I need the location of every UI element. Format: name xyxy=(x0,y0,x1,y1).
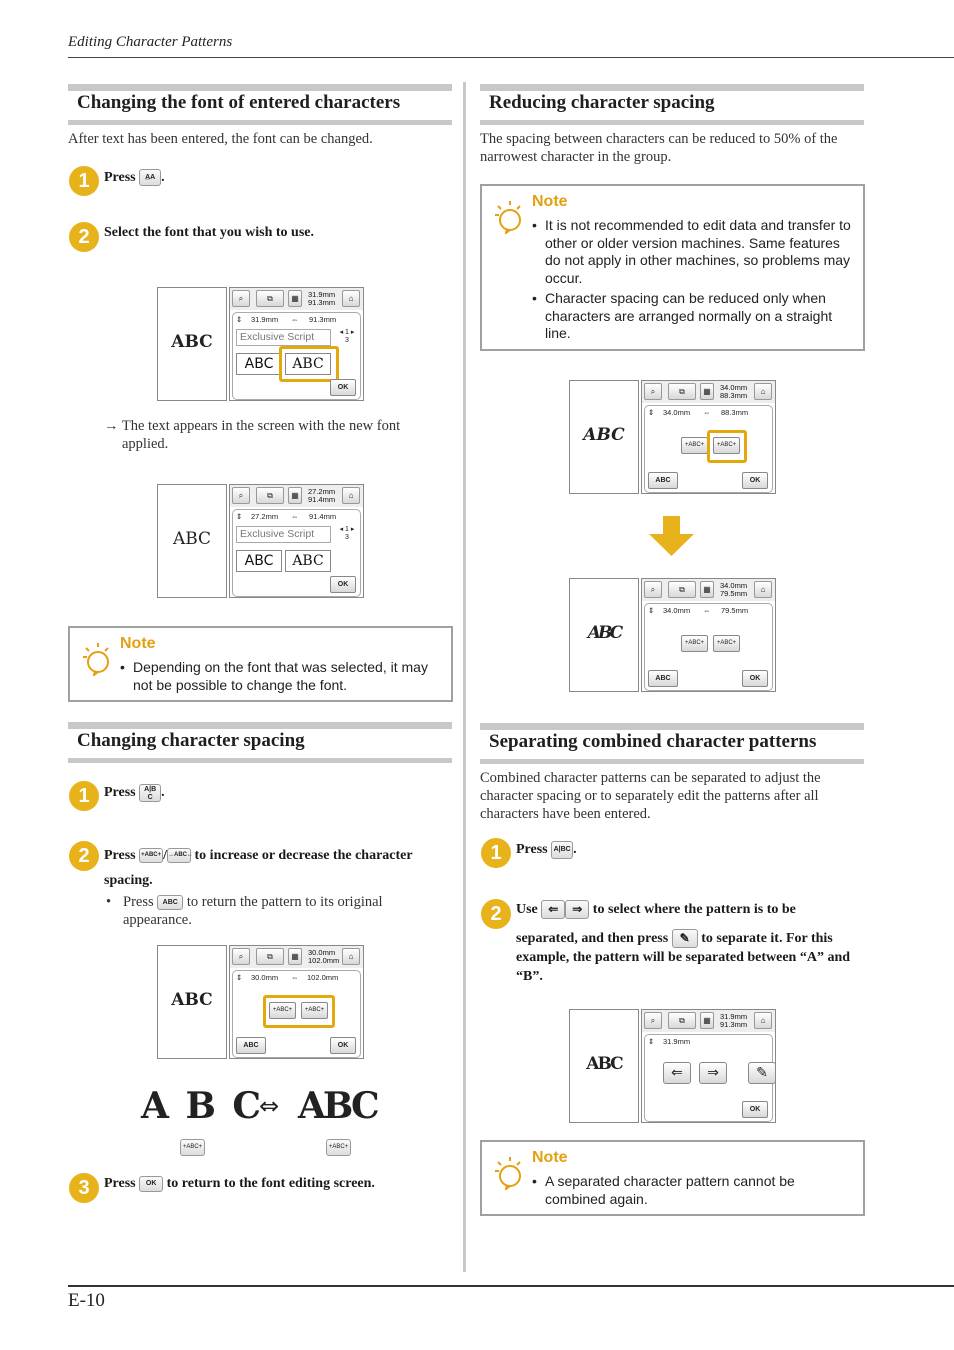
lcd-font-screen-1 xyxy=(157,287,364,401)
lcd-reduce-screen-1 xyxy=(569,380,776,494)
ok-button-icon: OK xyxy=(139,1176,163,1192)
pattern-icon[interactable]: ⧉ xyxy=(256,290,284,307)
step-instruction: Press OK to return to the font editing screen. xyxy=(104,1176,375,1191)
edit-panel: ⌕ ⧉ ▦ 30.0mm 102.0mm ⌂ ⇕ 30.0mm ⇔ 102.0mm +ABC+ +ABC+ ABC OK xyxy=(229,945,364,1059)
height-icon: ⇕ xyxy=(236,973,243,982)
section-title: Separating combined character patterns xyxy=(489,731,817,752)
abc-button[interactable]: ABC xyxy=(648,670,678,687)
step-instruction: Select the font that you wish to use. xyxy=(104,225,314,240)
zoom-icon[interactable]: ⌕ xyxy=(644,581,662,598)
page-indicator[interactable]: ◂ 1 ▸ 3 xyxy=(339,526,355,541)
font-intro: After text has been entered, the font can be changed. xyxy=(68,131,373,147)
grid-icon[interactable]: ▦ xyxy=(288,948,302,965)
lcd-separate-screen xyxy=(569,1009,776,1123)
lightbulb-icon xyxy=(494,200,522,234)
result-text: → The text appears in the screen with the new font applied. xyxy=(104,418,401,452)
height-icon: ⇕ xyxy=(236,315,243,324)
edit-panel: ⌕ ⧉ ▦ 31.9mm 91.3mm ⌂ ⇕ 31.9mm ⇐ ⇒ ✎ OK xyxy=(641,1009,776,1123)
section-heading-reduce xyxy=(480,84,864,125)
section-title: Changing the font of entered characters xyxy=(77,92,401,113)
cut-button[interactable]: ✎ xyxy=(748,1062,776,1084)
lightbulb-icon xyxy=(82,642,110,676)
note-item: • Character spacing can be reduced only when characters are arranged normally on a straight line. xyxy=(532,290,857,343)
pattern-preview: ABC xyxy=(157,945,227,1059)
height-icon: ⇕ xyxy=(236,512,243,521)
dimension-readout: 34.0mm 88.3mm xyxy=(720,383,748,400)
note-title: Note xyxy=(120,635,156,652)
lcd-reduce-screen-2 xyxy=(569,578,776,692)
step-number: 2 xyxy=(69,222,99,252)
ok-button[interactable]: OK xyxy=(330,576,356,593)
ok-button[interactable]: OK xyxy=(742,472,768,489)
decrease-spacing-button[interactable]: +ABC+ xyxy=(301,1002,328,1019)
note-list xyxy=(532,217,857,346)
spaced-abc-illustration: A B C xyxy=(141,1085,264,1127)
edit-panel: ⌕ ⧉ ▦ 34.0mm 88.3mm ⌂ ⇕ 34.0mm ⇔ 88.3mm +ABC+ +ABC+ ABC OK xyxy=(641,380,776,494)
pattern-preview: ABC xyxy=(157,287,227,401)
step-instruction: Press A̲A . xyxy=(104,170,165,185)
pattern-preview: ABC xyxy=(569,380,639,494)
tight-abc-illustration: ABC xyxy=(298,1085,377,1127)
edit-panel: ⌕ ⧉ ▦ 27.2mm 91.4mm ⌂ ⇕ 27.2mm ⇔ 91.4mm Exclusive Script ◂ 1 ▸ 3 ABC ABC OK xyxy=(229,484,364,598)
font-option-serif[interactable]: ABC xyxy=(285,550,331,572)
decrease-spacing-icon: →ABC← xyxy=(167,848,191,863)
zoom-icon[interactable]: ⌕ xyxy=(232,948,250,965)
step-instruction: Use ⇐ ⇒ to select where the pattern is to be xyxy=(516,900,856,919)
machine-icon[interactable]: ⌂ xyxy=(754,383,772,400)
note-box xyxy=(68,626,453,702)
pattern-preview: ABC xyxy=(569,578,639,692)
font-option-sans[interactable]: ABC xyxy=(236,353,282,375)
left-arrow-icon: ⇐ xyxy=(541,900,565,919)
section-title: Reducing character spacing xyxy=(489,92,715,113)
dimension-readout: 34.0mm 79.5mm xyxy=(720,581,748,598)
section-title: Changing character spacing xyxy=(77,730,305,751)
page-indicator[interactable]: ◂ 1 ▸ 3 xyxy=(339,329,355,344)
spacing-button-icon: A|B C xyxy=(139,784,161,802)
abc-button-icon: ABC xyxy=(157,895,183,910)
font-option-serif[interactable]: ABC xyxy=(285,353,331,375)
width-icon: ⇔ xyxy=(291,512,299,521)
note-item: • Depending on the font that was selected, it may not be possible to change the font. xyxy=(120,659,445,694)
note-list xyxy=(532,1173,857,1211)
grid-icon[interactable]: ▦ xyxy=(700,383,714,400)
ok-button[interactable]: OK xyxy=(330,1037,356,1054)
step-number: 1 xyxy=(481,838,511,868)
selection-highlight xyxy=(279,346,339,382)
lcd-spacing-screen xyxy=(157,945,364,1059)
right-arrow-icon: ⇒ xyxy=(565,900,589,919)
machine-icon[interactable]: ⌂ xyxy=(342,487,360,504)
machine-icon[interactable]: ⌂ xyxy=(342,948,360,965)
pattern-icon[interactable]: ⧉ xyxy=(668,581,696,598)
step-instruction: Press +ABC+ /→ABC← to increase or decrease the character spacing. xyxy=(104,848,413,888)
pattern-icon[interactable]: ⧉ xyxy=(256,487,284,504)
bullet-text: • Press ABC to return the pattern to its original appearance. xyxy=(106,894,383,928)
height-icon: ⇕ xyxy=(648,1037,655,1046)
width-icon: ⇔ xyxy=(291,315,299,324)
zoom-icon[interactable]: ⌕ xyxy=(232,487,250,504)
increase-spacing-button[interactable]: +ABC+ xyxy=(269,1002,296,1019)
selection-highlight xyxy=(263,995,335,1028)
machine-icon[interactable]: ⌂ xyxy=(754,1012,772,1029)
machine-icon[interactable]: ⌂ xyxy=(754,581,772,598)
width-icon: ⇔ xyxy=(703,408,711,417)
increase-spacing-button[interactable]: +ABC+ xyxy=(681,635,708,652)
dimension-readout: 27.2mm 91.4mm xyxy=(308,487,336,504)
step-instruction: Press A|B C . xyxy=(104,785,165,801)
height-icon: ⇕ xyxy=(648,606,655,615)
reduce-intro: The spacing between characters can be reduced to 50% of the narrowest character in the group. xyxy=(480,131,838,165)
width-icon: ⇔ xyxy=(703,606,711,615)
ok-button[interactable]: OK xyxy=(742,1101,768,1118)
zoom-icon[interactable]: ⌕ xyxy=(644,1012,662,1029)
step-number: 1 xyxy=(69,781,99,811)
footer-rule xyxy=(68,1285,954,1287)
pattern-preview: ABC xyxy=(157,484,227,598)
step-instruction: Press A|BC . xyxy=(516,842,577,857)
right-arrow-button[interactable]: ⇒ xyxy=(699,1062,727,1084)
step-number: 3 xyxy=(69,1173,99,1203)
decrease-spacing-icon: +ABC+ xyxy=(326,1139,351,1156)
section-heading-spacing xyxy=(68,722,452,763)
lcd-font-screen-2 xyxy=(157,484,364,598)
header-rule xyxy=(68,57,954,58)
decrease-spacing-button[interactable]: +ABC+ xyxy=(713,635,740,652)
step-number: 2 xyxy=(481,899,511,929)
edit-panel: ⌕ ⧉ ▦ 34.0mm 79.5mm ⌂ ⇕ 34.0mm ⇔ 79.5mm +ABC+ +ABC+ ABC OK xyxy=(641,578,776,692)
separate-button-icon: A|BC xyxy=(551,841,573,859)
cut-icon: ✎ xyxy=(672,929,698,948)
font-option-sans[interactable]: ABC xyxy=(236,550,282,572)
running-header: Editing Character Patterns xyxy=(68,34,233,50)
note-box xyxy=(480,184,865,351)
note-item: • It is not recommended to edit data and transfer to other or older version machines. Same features do not apply in other machines, so problems may occur. xyxy=(532,217,857,287)
step-instruction-cont: separated, and then press ✎ to separate it. For this example, the pattern will be separated between “A” and “B”. xyxy=(516,931,851,985)
lightbulb-icon xyxy=(494,1156,522,1190)
separate-intro: Combined character patterns can be separated to adjust the character spacing or to separately edit the patterns after all characters have been entered. xyxy=(480,770,821,822)
increase-spacing-icon: +ABC+ xyxy=(180,1139,205,1156)
selection-highlight xyxy=(707,430,747,463)
dimension-readout: 31.9mm 91.3mm xyxy=(720,1012,748,1029)
note-title: Note xyxy=(532,193,568,210)
zoom-icon[interactable]: ⌕ xyxy=(232,290,250,307)
pattern-preview: ABC xyxy=(569,1009,639,1123)
width-arrow-icon: ⇔ xyxy=(259,1092,280,1120)
down-arrow-icon xyxy=(649,516,694,556)
increase-spacing-button[interactable]: +ABC+ xyxy=(681,437,708,454)
section-heading-font xyxy=(68,84,452,125)
page-number: E-10 xyxy=(68,1290,105,1311)
grid-icon[interactable]: ▦ xyxy=(288,487,302,504)
note-box xyxy=(480,1140,865,1216)
note-item: • A separated character pattern cannot be combined again. xyxy=(532,1173,857,1208)
dimension-readout: 31.9mm 91.3mm xyxy=(308,290,336,307)
ok-button[interactable]: OK xyxy=(742,670,768,687)
left-arrow-button[interactable]: ⇐ xyxy=(663,1062,691,1084)
zoom-icon[interactable]: ⌕ xyxy=(644,383,662,400)
abc-button[interactable]: ABC xyxy=(236,1037,266,1054)
font-button-icon: A̲A xyxy=(139,169,161,186)
grid-icon[interactable]: ▦ xyxy=(288,290,302,307)
grid-icon[interactable]: ▦ xyxy=(700,581,714,598)
pattern-icon[interactable]: ⧉ xyxy=(668,1012,696,1029)
step-number: 1 xyxy=(69,166,99,196)
note-title: Note xyxy=(532,1149,568,1166)
font-name-field: Exclusive Script xyxy=(236,329,331,346)
dimension-readout: 30.0mm 102.0mm xyxy=(308,948,340,965)
machine-icon[interactable]: ⌂ xyxy=(342,290,360,307)
decrease-spacing-button[interactable]: +ABC+ xyxy=(713,437,740,454)
ok-button[interactable]: OK xyxy=(330,379,356,396)
step-number: 2 xyxy=(69,841,99,871)
height-icon: ⇕ xyxy=(648,408,655,417)
section-heading-separate xyxy=(480,723,864,764)
font-name-field: Exclusive Script xyxy=(236,526,331,543)
increase-spacing-icon: +ABC+ xyxy=(139,848,163,863)
edit-panel: ⌕ ⧉ ▦ 31.9mm 91.3mm ⌂ ⇕ 31.9mm ⇔ 91.3mm Exclusive Script ◂ 1 ▸ 3 ABC ABC OK xyxy=(229,287,364,401)
note-list xyxy=(120,659,445,697)
grid-icon[interactable]: ▦ xyxy=(700,1012,714,1029)
column-divider xyxy=(463,82,466,1272)
abc-button[interactable]: ABC xyxy=(648,472,678,489)
pattern-icon[interactable]: ⧉ xyxy=(256,948,284,965)
width-icon: ⇔ xyxy=(291,973,299,982)
pattern-icon[interactable]: ⧉ xyxy=(668,383,696,400)
